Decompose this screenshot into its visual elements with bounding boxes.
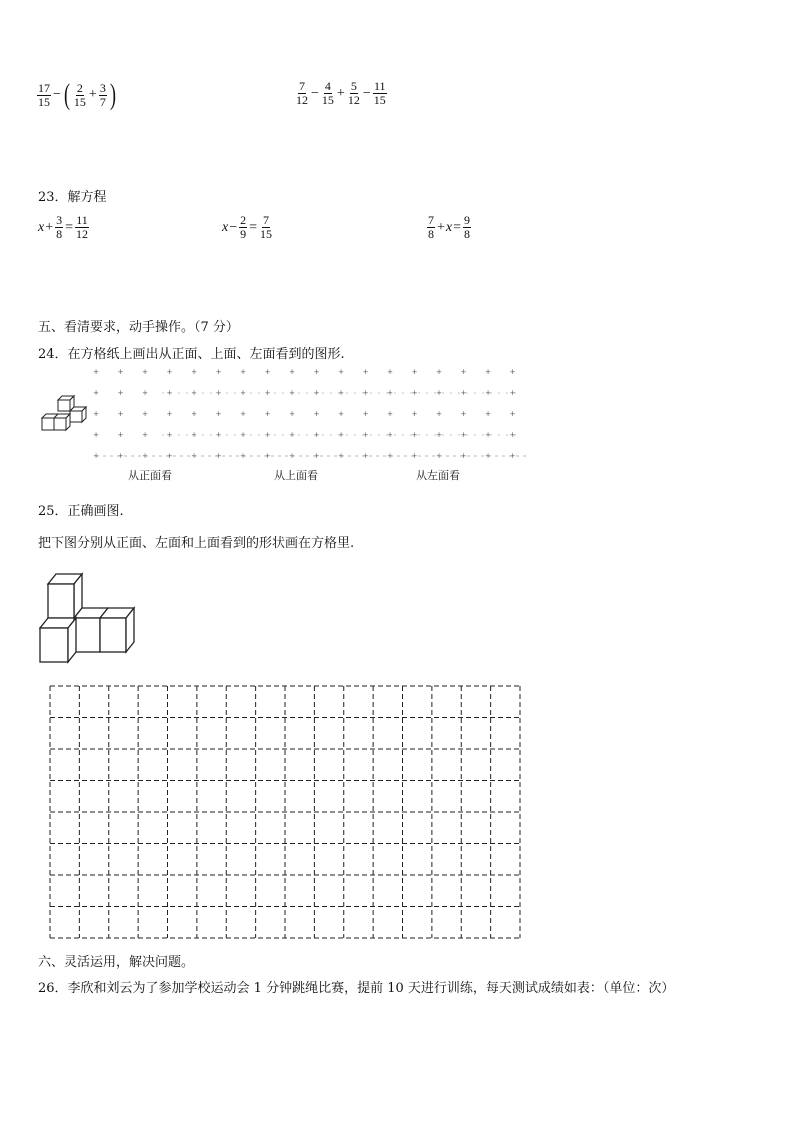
- grid-dot: +: [117, 368, 124, 376]
- question-25-instruction: 把下图分别从正面、左面和上面看到的形状画在方格里.: [38, 536, 355, 551]
- section-5-heading: 五、看清要求，动手操作。（7 分）: [38, 320, 239, 335]
- grid-dot: +: [240, 431, 246, 439]
- grid-dot: +: [289, 389, 295, 397]
- grid-dot: +: [240, 452, 246, 460]
- grid-dot: +: [142, 452, 148, 460]
- grid-dot: +: [509, 452, 516, 460]
- grid-dot: +: [460, 410, 467, 418]
- fraction: $\frac{2}{9}$: [240, 213, 247, 241]
- grid-dot: +: [313, 431, 320, 439]
- grid-dot: +: [215, 431, 222, 439]
- calc-expression-1: [36, 80, 118, 110]
- grid-dot: +: [117, 389, 124, 397]
- grid-dot: +: [142, 410, 148, 418]
- cube-figure-large: [38, 570, 138, 664]
- grid-dot: +: [460, 452, 467, 460]
- question-23-title: 23．解方程: [38, 190, 107, 205]
- question-26-title: 26．李欣和刘云为了参加学校运动会 1 分钟跳绳比赛，提前 10 天进行训练，每天测试成绩如表：（单位：次）: [38, 981, 675, 996]
- minus-sign: −: [53, 87, 61, 102]
- grid-dot: +: [338, 452, 344, 460]
- grid-dot: +: [411, 431, 418, 439]
- grid-dot: +: [509, 389, 516, 397]
- equation-3: $\frac{7}{8}$ + x = $\frac{9}{8}$: [428, 213, 471, 241]
- grid-dot: +: [338, 368, 344, 376]
- grid-dot: +: [387, 410, 393, 418]
- grid-dot: +: [117, 452, 124, 460]
- grid-dot: +: [387, 431, 393, 439]
- grid-dot: +: [191, 389, 197, 397]
- grid-dot: +: [387, 389, 393, 397]
- grid-dot: +: [485, 368, 491, 376]
- grid-dot: +: [362, 410, 369, 418]
- grid-dot: +: [411, 368, 418, 376]
- grid-dot: +: [313, 368, 320, 376]
- grid-dot: +: [509, 368, 516, 376]
- grid-dot: +: [460, 431, 467, 439]
- grid-dot: +: [338, 389, 344, 397]
- grid-dot: +: [191, 452, 197, 460]
- plus-sign: +: [336, 85, 345, 101]
- grid-dot: +: [166, 389, 173, 397]
- grid-dot: +: [93, 431, 99, 439]
- fraction: $\frac{3}{7}$: [99, 80, 106, 109]
- grid-dot: +: [142, 431, 148, 439]
- grid-dot: +: [215, 410, 222, 418]
- grid-dot: +: [509, 431, 516, 439]
- grid-dot: +: [436, 410, 442, 418]
- grid-dot: +: [436, 389, 442, 397]
- grid-dot: +: [338, 431, 344, 439]
- grid-dot: +: [313, 410, 320, 418]
- cube-figure-small: [40, 394, 90, 436]
- grid-dot: +: [387, 368, 393, 376]
- grid-dot: +: [485, 389, 491, 397]
- grid-dot: +: [289, 452, 295, 460]
- grid-dot: +: [117, 410, 124, 418]
- grid-dot: +: [166, 410, 173, 418]
- grid-dot: +: [93, 410, 99, 418]
- fraction: $\frac{2}{15}$: [73, 80, 86, 109]
- grid-dot: +: [485, 452, 491, 460]
- view-label-top: 从上面看: [274, 469, 318, 482]
- grid-dot: +: [436, 431, 442, 439]
- grid-dot: +: [289, 410, 295, 418]
- minus-sign: −: [311, 85, 319, 101]
- fraction: $\frac{4}{15}$: [321, 79, 334, 107]
- close-paren: ): [109, 78, 116, 111]
- grid-dot: +: [411, 452, 418, 460]
- fraction: $\frac{17}{15}$: [38, 80, 50, 109]
- fraction: $\frac{11}{12}$: [76, 213, 89, 241]
- grid-dot: +: [289, 368, 295, 376]
- equation-2: x − $\frac{2}{9}$ = $\frac{7}{15}$: [222, 213, 273, 241]
- grid-dot: +: [411, 389, 418, 397]
- calc-expression-2: [294, 80, 388, 107]
- grid-dot: +: [264, 452, 271, 460]
- grid-dot: +: [240, 410, 246, 418]
- minus-sign: −: [362, 85, 371, 101]
- grid-dot: +: [191, 368, 197, 376]
- grid-dot: +: [142, 368, 148, 376]
- grid-dot: +: [215, 368, 222, 376]
- open-paren: (: [63, 78, 70, 111]
- grid-dot: +: [362, 431, 369, 439]
- grid-dot: +: [362, 452, 369, 460]
- grid-dot: +: [436, 368, 442, 376]
- grid-dot: +: [93, 452, 99, 460]
- section-6-heading: 六、灵活运用，解决问题。: [38, 955, 195, 970]
- dashed-grid-q25: [48, 684, 522, 940]
- grid-dot: +: [264, 368, 271, 376]
- fraction: $\frac{3}{8}$: [56, 213, 63, 241]
- grid-dot: +: [166, 452, 173, 460]
- grid-dot: +: [215, 452, 222, 460]
- fraction: $\frac{7}{12}$: [296, 79, 308, 107]
- fraction: $\frac{9}{8}$: [464, 213, 471, 241]
- grid-dot: +: [509, 410, 516, 418]
- fraction: $\frac{5}{12}$: [347, 79, 360, 107]
- grid-dot: +: [436, 452, 442, 460]
- grid-dot: +: [166, 431, 173, 439]
- grid-dot: +: [313, 452, 320, 460]
- question-25-title: 25．正确画图.: [38, 504, 124, 519]
- grid-dot: +: [485, 410, 491, 418]
- grid-dot: +: [93, 368, 99, 376]
- grid-dot: +: [460, 368, 467, 376]
- grid-dot: +: [460, 389, 467, 397]
- grid-dot: +: [191, 410, 197, 418]
- dotted-grid-q24: [92, 366, 532, 460]
- grid-dot: +: [387, 452, 393, 460]
- grid-dot: +: [411, 410, 418, 418]
- grid-dot: +: [264, 389, 271, 397]
- fraction: $\frac{7}{15}$: [260, 213, 273, 241]
- question-24-title: 24．在方格纸上画出从正面、上面、左面看到的图形.: [38, 347, 345, 362]
- grid-dot: +: [240, 368, 246, 376]
- fraction: $\frac{11}{15}$: [373, 79, 386, 107]
- grid-dot: +: [362, 389, 369, 397]
- view-label-front: 从正面看: [128, 469, 172, 482]
- grid-dot: +: [338, 410, 344, 418]
- grid-dot: +: [362, 368, 369, 376]
- grid-dot: +: [117, 431, 124, 439]
- grid-dot: +: [313, 389, 320, 397]
- fraction: $\frac{7}{8}$: [428, 213, 434, 241]
- grid-dot: +: [142, 389, 148, 397]
- grid-dot: +: [215, 389, 222, 397]
- grid-dot: +: [240, 389, 246, 397]
- grid-dot: +: [289, 431, 295, 439]
- grid-dot: +: [191, 431, 197, 439]
- grid-dot: +: [264, 410, 271, 418]
- grid-dot: +: [93, 389, 99, 397]
- view-label-left: 从左面看: [416, 469, 460, 482]
- grid-dot: +: [166, 368, 173, 376]
- plus-sign: +: [88, 87, 97, 102]
- grid-dot: +: [264, 431, 271, 439]
- equation-1: x + $\frac{3}{8}$ = $\frac{11}{12}$: [38, 213, 89, 241]
- grid-dot: +: [485, 431, 491, 439]
